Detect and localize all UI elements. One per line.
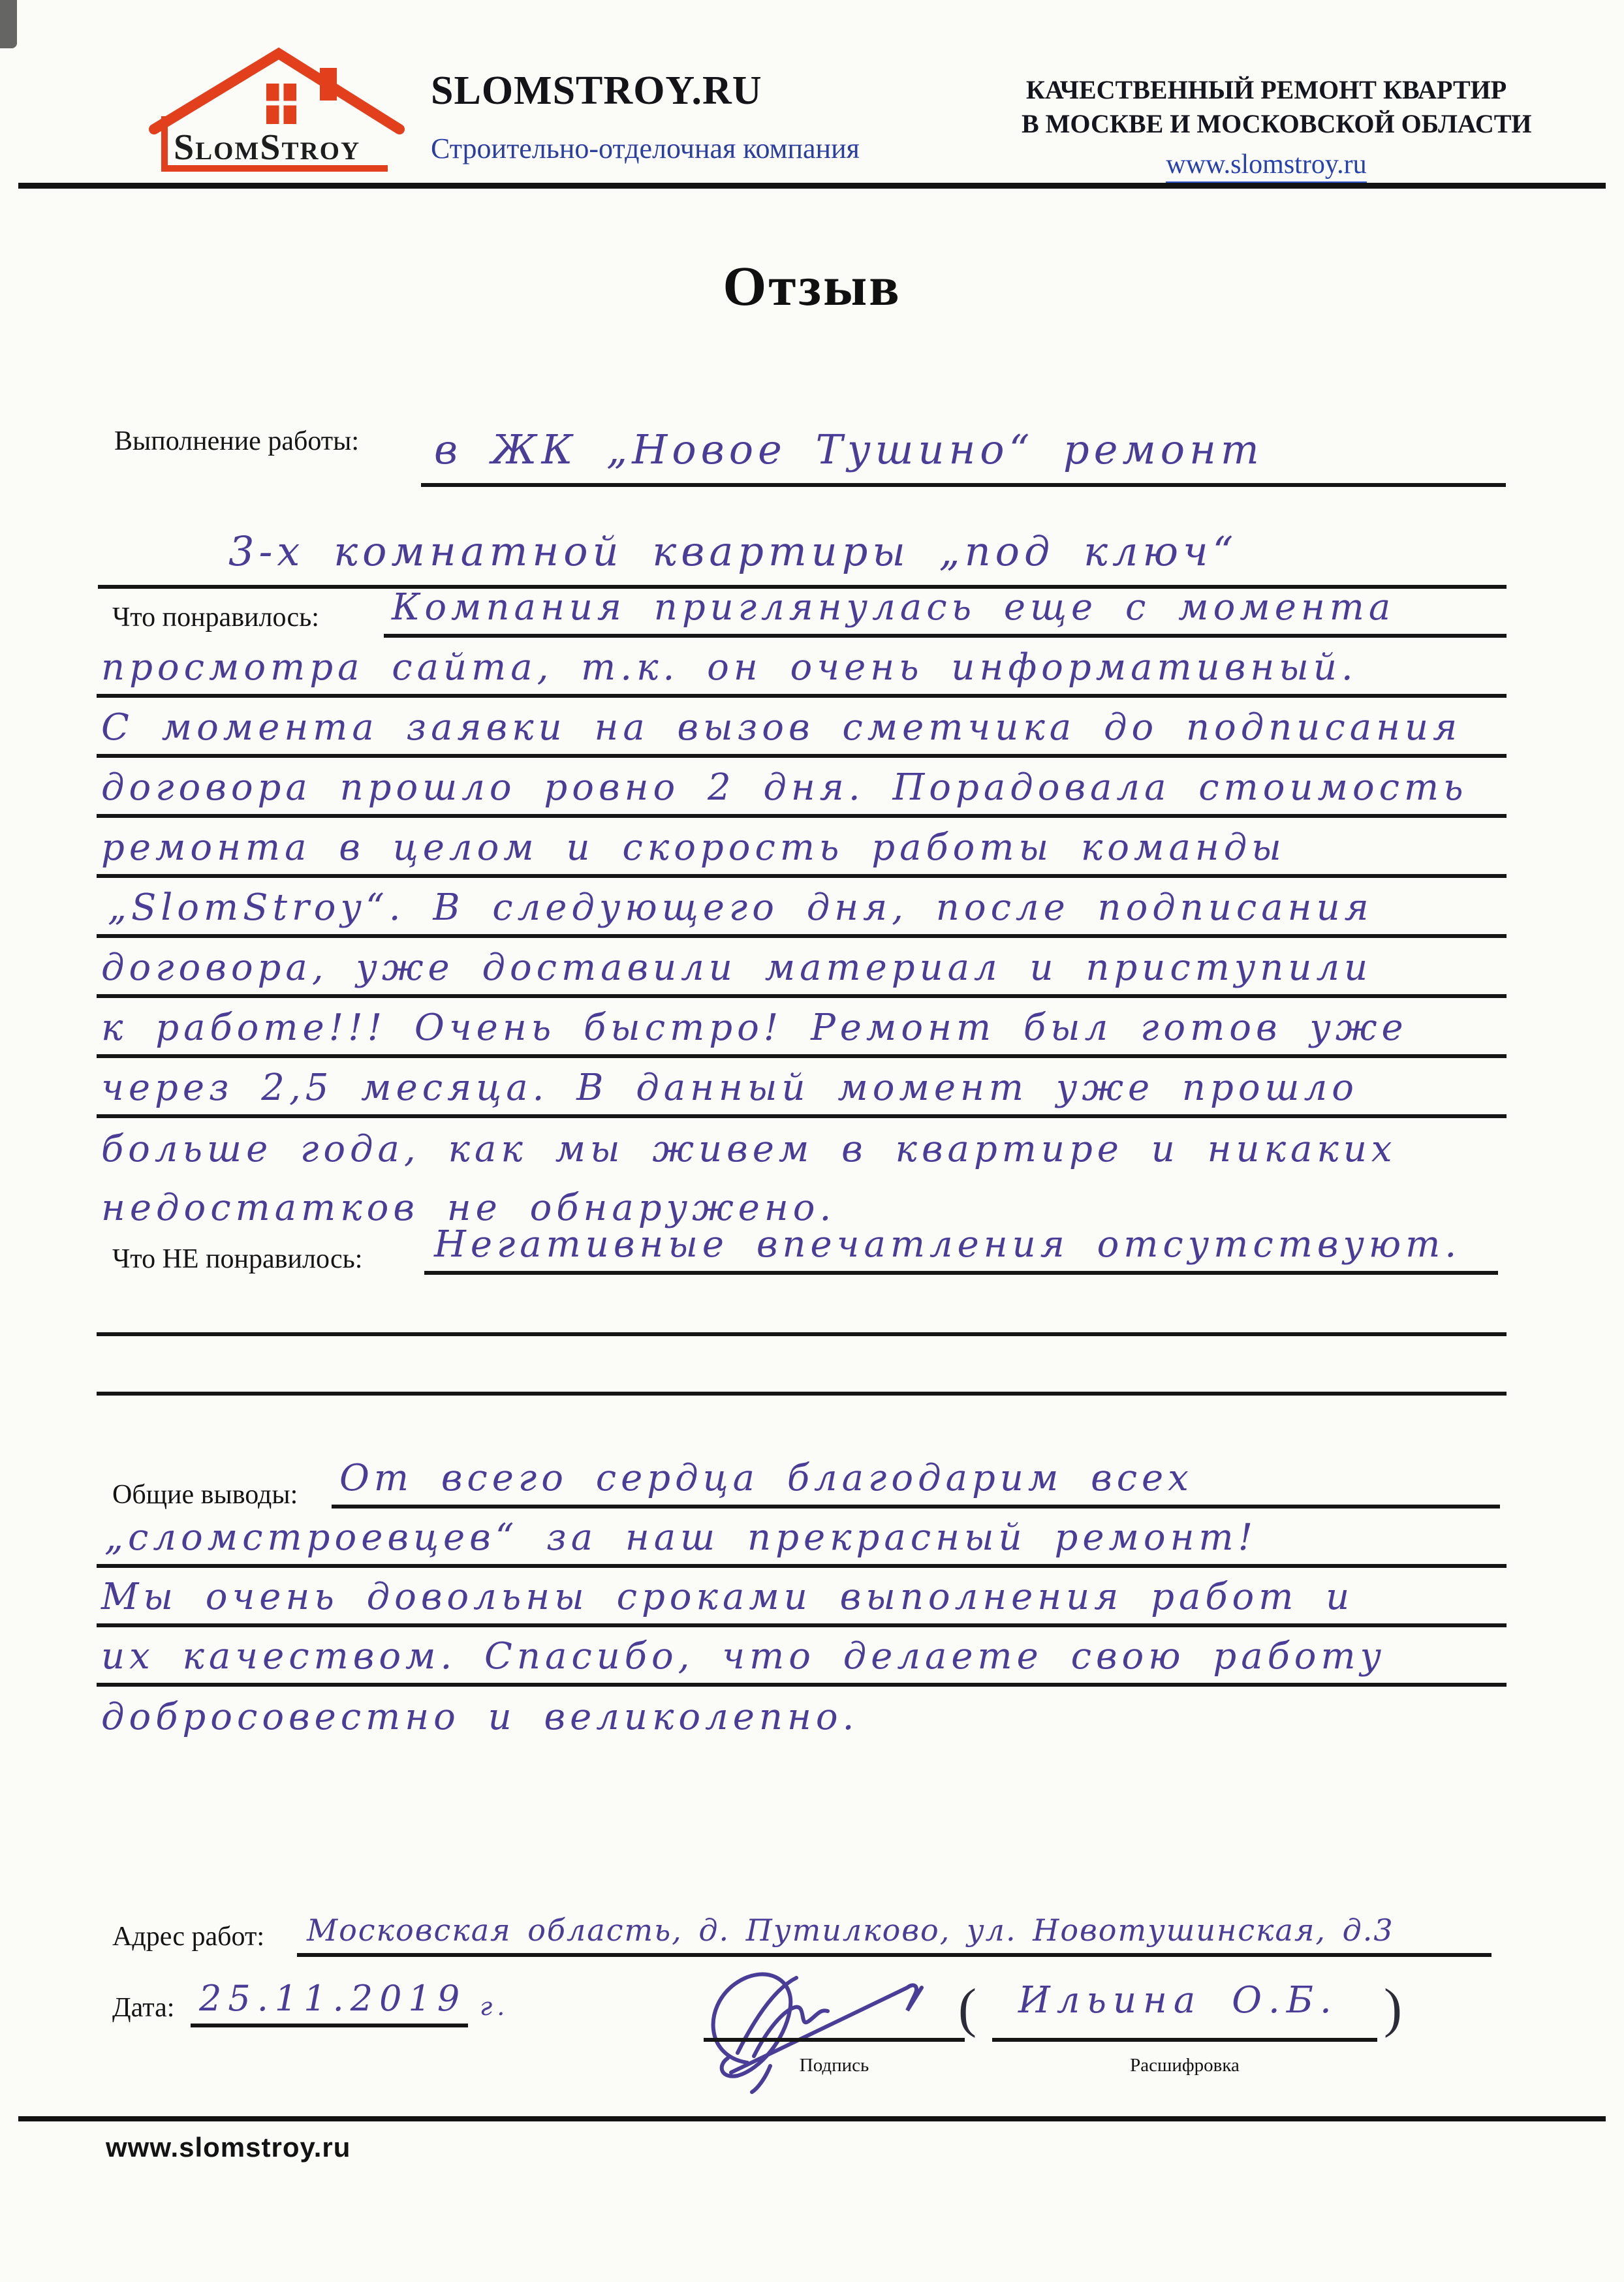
liked-line4-text: договора прошло ровно 2 дня. Порадовала стоимость [101,766,1468,809]
conclusions-line3-text: Мы очень довольны сроками выполнения работ и [101,1576,1354,1618]
liked-line6-text: „SlomStroy“. В следующего дня, после подписания [108,886,1373,929]
name-paren-close: ) [1384,1978,1402,2039]
signature-rule [704,2038,965,2042]
header-tagline-block [1022,73,1532,184]
conclusions-label: Общие выводы: [112,1480,298,1510]
house-icon [154,54,399,129]
logo-text: SlomStroy [174,127,361,168]
conclusions-line1-rule [332,1505,1500,1508]
work-line1-text: в ЖК „Новое Тушино“ ремонт [434,426,1264,473]
disliked-line1-rule [424,1271,1498,1275]
date-rule [191,2024,468,2027]
page-title: Отзыв [723,255,901,317]
liked-line9-text: через 2,5 месяца. В данный момент уже прошло [101,1067,1358,1109]
scan-corner-smudge [0,0,17,48]
header-tagline-line1: КАЧЕСТВЕННЫЙ РЕМОНТ КВАРТИР [1025,75,1507,104]
brand-title: SLOMSTROY.RU [431,69,762,113]
date-text: 25.11.2019 [199,1978,467,2019]
date-label: Дата: [112,1993,175,2023]
conclusions-line2-rule [97,1564,1507,1568]
name-caption: Расшифровка [1130,2055,1240,2076]
liked-line7-rule [97,994,1507,998]
liked-line1-text: Компания приглянулась еще с момента [392,586,1396,629]
disliked-blank-rule1 [97,1332,1507,1336]
liked-line9-rule [97,1114,1507,1118]
liked-line8-text: к работе!!! Очень быстро! Ремонт был готов уже [101,1007,1408,1049]
liked-line4-rule [97,814,1507,818]
liked-line3-rule [97,754,1507,758]
header-tagline-line2: В МОСКВЕ И МОСКОВСКОЙ ОБЛАСТИ [1022,109,1532,138]
liked-line2-text: просмотра сайта, т.к. он очень информативный. [101,646,1358,689]
header-url-link[interactable]: www.slomstroy.ru [1166,149,1366,184]
liked-label: Что понравилось: [112,602,319,633]
footer-url[interactable]: www.slomstroy.ru [106,2132,351,2163]
conclusions-line1-text: От всего сердца благодарим всех [339,1457,1193,1499]
footer-divider [18,2116,1606,2121]
name-paren-open: ( [958,1978,976,2039]
brand-subtitle: Строительно-отделочная компания [431,133,860,164]
address-text: Московская область, д. Путилково, ул. Новотушинская, д.3 [307,1913,1394,1948]
liked-line8-rule [97,1054,1507,1058]
disliked-label: Что НЕ понравилось: [112,1244,363,1274]
conclusions-line3-rule [97,1623,1507,1627]
liked-line6-rule [97,934,1507,938]
work-line1-rule [421,483,1506,487]
work-label: Выполнение работы: [114,426,360,456]
conclusions-line4-rule [97,1683,1507,1687]
conclusions-line4-text: их качеством. Спасибо, что делаете свою работу [101,1635,1386,1678]
liked-line5-rule [97,874,1507,878]
work-line2-text: 3-х комнатной квартиры „под ключ“ [228,527,1238,575]
liked-line2-rule [97,694,1507,698]
conclusions-line5-text: добросовестно и великолепно. [101,1696,859,1738]
conclusions-line2-text: „сломстроевцев“ за наш прекрасный ремонт! [104,1516,1258,1559]
liked-line7-text: договора, уже доставили материал и приступили [101,946,1373,989]
liked-line11-text: недостатков не обнаружено. [101,1187,836,1229]
disliked-blank-rule2 [97,1392,1507,1396]
name-text: Ильина О.Б. [1018,1979,1338,2022]
address-label: Адрес работ: [112,1922,265,1952]
liked-line3-text: С момента заявки на вызов сметчика до подписания [101,706,1462,749]
liked-line5-text: ремонта в целом и скорость работы команды [101,826,1286,869]
header-divider [18,183,1606,189]
liked-line1-rule [384,634,1507,638]
date-suffix: г. [480,1992,510,2021]
disliked-line1-text: Негативные впечатления отсутствуют. [434,1223,1461,1266]
slomstroy-logo [145,43,406,178]
signature-caption: Подпись [799,2055,869,2076]
liked-line10-text: больше года, как мы живем в квартире и никаких [101,1128,1397,1170]
name-rule [992,2038,1377,2042]
